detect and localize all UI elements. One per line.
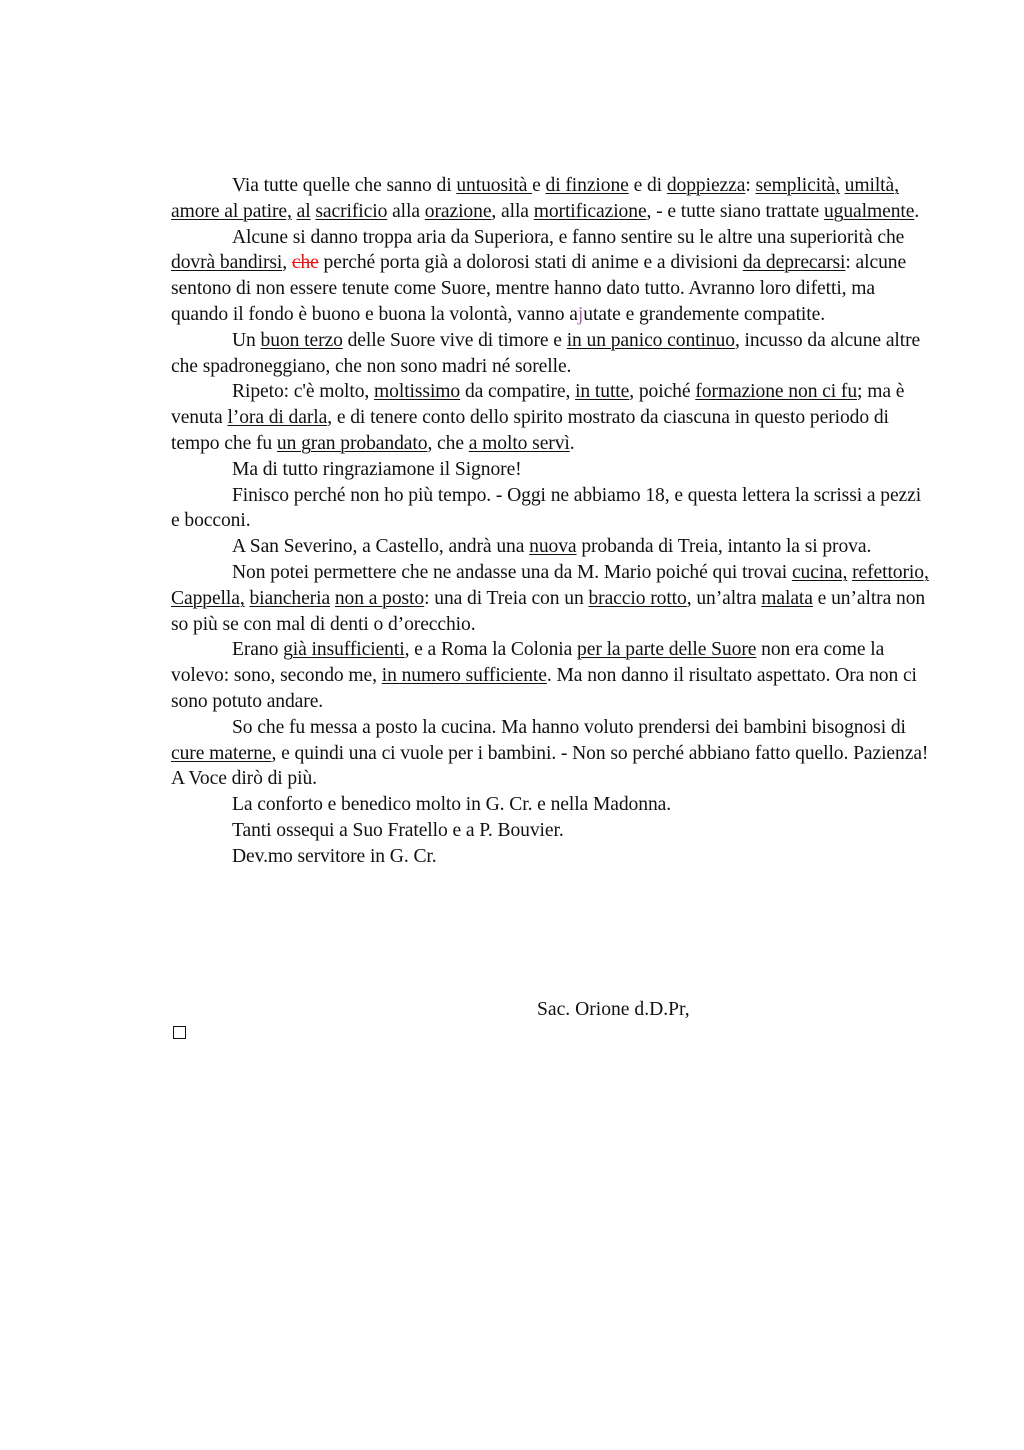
text-run: , e a Roma la Colonia: [404, 639, 578, 661]
text-run: e di: [628, 175, 667, 196]
text-run: ,: [282, 252, 292, 274]
text-run: ; ma è venuta: [171, 381, 905, 429]
underlined-phrase: un gran probandato: [276, 432, 428, 454]
underlined-phrase: sacrificio: [315, 200, 388, 222]
underlined-phrase: moltissimo: [374, 381, 461, 403]
underlined-phrase: mortificazione: [533, 200, 647, 222]
underlined-phrase: biancheria: [249, 587, 331, 609]
text-run: : una di Treia con un: [424, 587, 589, 609]
paragraph: [171, 560, 931, 637]
paragraph: [171, 483, 931, 535]
underlined-phrase: ugualmente: [823, 200, 915, 222]
text-run: alla: [387, 200, 425, 222]
paragraph: [171, 328, 931, 380]
underlined-phrase: al: [296, 200, 311, 222]
text-run: . Ma non danno il risultato aspettato. Ora non ci sono potuto andare.: [171, 665, 917, 712]
text-run: A San Severino, a Castello, andrà una: [232, 536, 530, 558]
text-run: da compatire,: [460, 381, 576, 403]
underlined-phrase: semplicità,: [755, 175, 840, 196]
text-run: utate e grandemente compatite.: [583, 303, 825, 325]
text-run: Finisco perché non ho più tempo. - Oggi ne abbiamo 18, e questa lettera la scrissi a pezzi e bocconi.: [171, 484, 922, 532]
underlined-phrase: untuosità: [456, 175, 533, 196]
text-run: , - e tutte siano trattate: [646, 200, 824, 222]
underlined-phrase: nuova: [529, 536, 577, 558]
paragraph: [171, 818, 931, 844]
underlined-phrase: in numero sufficiente: [381, 665, 547, 687]
text-run: , alla: [491, 200, 534, 222]
paragraph: [171, 637, 931, 714]
text-run: Non potei permettere che ne andasse una da M. Mario poiché qui trovai: [232, 561, 792, 583]
underlined-phrase: buon terzo: [260, 329, 343, 351]
text-run: perché porta già a dolorosi stati di anime e a divisioni: [318, 252, 743, 274]
underlined-phrase: formazione non ci fu: [695, 381, 858, 403]
text-run: Erano: [232, 639, 284, 661]
text-run: , incusso da alcune altre che spadroneggiano, che non sono madri né sorelle.: [171, 329, 921, 377]
inserted-letter: j: [577, 303, 584, 325]
underlined-phrase: cucina,: [791, 561, 848, 583]
underlined-phrase: orazione: [424, 200, 492, 222]
underlined-phrase: a molto servì: [468, 432, 570, 454]
underlined-phrase: di finzione: [545, 175, 629, 196]
underlined-phrase: braccio rotto: [588, 587, 687, 609]
text-run: delle Suore vive di timore e: [342, 329, 567, 351]
paragraph: [171, 379, 931, 456]
letter-body: [171, 173, 931, 870]
underlined-phrase: doppiezza: [666, 175, 746, 196]
paragraph: [171, 457, 931, 483]
text-run: Dev.mo servitore in G. Cr.: [232, 845, 437, 867]
paragraph: [171, 225, 931, 328]
underlined-phrase: in tutte: [575, 381, 630, 403]
text-run: :: [745, 175, 756, 196]
underlined-phrase: refettorio,: [852, 561, 929, 583]
text-run: So che fu messa a posto la cucina. Ma hanno voluto prendersi dei bambini bisognosi di: [232, 716, 906, 738]
struck-word: che: [291, 252, 319, 274]
text-run: , che: [427, 432, 469, 454]
text-run: .: [914, 200, 920, 222]
underlined-phrase: Cappella,: [171, 587, 245, 609]
checkbox-symbol: [173, 1026, 186, 1039]
text-run: , e quindi una ci vuole per i bambini. - Non so perché abbiano fatto quello. Pazienza! A Voce dirò di più.: [171, 742, 929, 790]
text-run: .: [569, 432, 575, 454]
paragraph: [171, 534, 931, 560]
text-run: Ma di tutto ringraziamone il Signore!: [232, 458, 522, 480]
underlined-phrase: amore al patire,: [171, 200, 292, 222]
underlined-phrase: in un panico continuo: [566, 329, 735, 351]
underlined-phrase: già insufficienti: [283, 639, 405, 661]
text-run: non era come la volevo: sono, secondo me,: [171, 639, 885, 687]
text-run: Un: [232, 329, 261, 351]
text-run: Tanti ossequi a Suo Fratello e a P. Bouvier.: [232, 819, 564, 841]
text-run: e un’altra non so più se con mal di denti o d’orecchio.: [171, 587, 926, 635]
text-run: Via tutte quelle che sanno di: [232, 175, 457, 196]
underlined-phrase: dovrà bandirsi: [171, 252, 283, 274]
text-run: , un’altra: [686, 587, 762, 609]
underlined-phrase: umiltà,: [844, 175, 899, 196]
text-run: Alcune si danno troppa aria da Superiora, e fanno sentire su le altre una superiorità che: [232, 226, 905, 248]
text-run: , poiché: [629, 381, 696, 403]
paragraph: [171, 844, 931, 870]
underlined-phrase: non a posto: [334, 587, 425, 609]
text-run: probanda di Treia, intanto la si prova.: [576, 536, 872, 558]
paragraph: [171, 792, 931, 818]
underlined-phrase: cure materne: [171, 742, 272, 764]
text-run: , e di tenere conto dello spirito mostrato da ciascuna in questo periodo di tempo che fu: [171, 407, 889, 454]
text-run: e: [532, 175, 546, 196]
text-run: La conforto e benedico molto in G. Cr. e nella Madonna.: [232, 794, 672, 816]
paragraph: [171, 173, 931, 225]
underlined-phrase: da deprecarsi: [742, 252, 846, 274]
underlined-phrase: per la parte delle Suore: [577, 639, 757, 661]
paragraph: [171, 715, 931, 792]
underlined-phrase: l’ora di darla: [227, 407, 328, 429]
underlined-phrase: malata: [761, 587, 813, 609]
signature: Sac. Orione d.D.Pr,: [537, 999, 690, 1020]
text-run: Ripeto: c'è molto,: [232, 381, 375, 403]
text-run: : alcune sentono di non essere tenute come Suore, mentre hanno dato tutto. Avranno loro difetti, ma quando il fondo è buono e buona la volontà, vanno a: [171, 252, 907, 325]
